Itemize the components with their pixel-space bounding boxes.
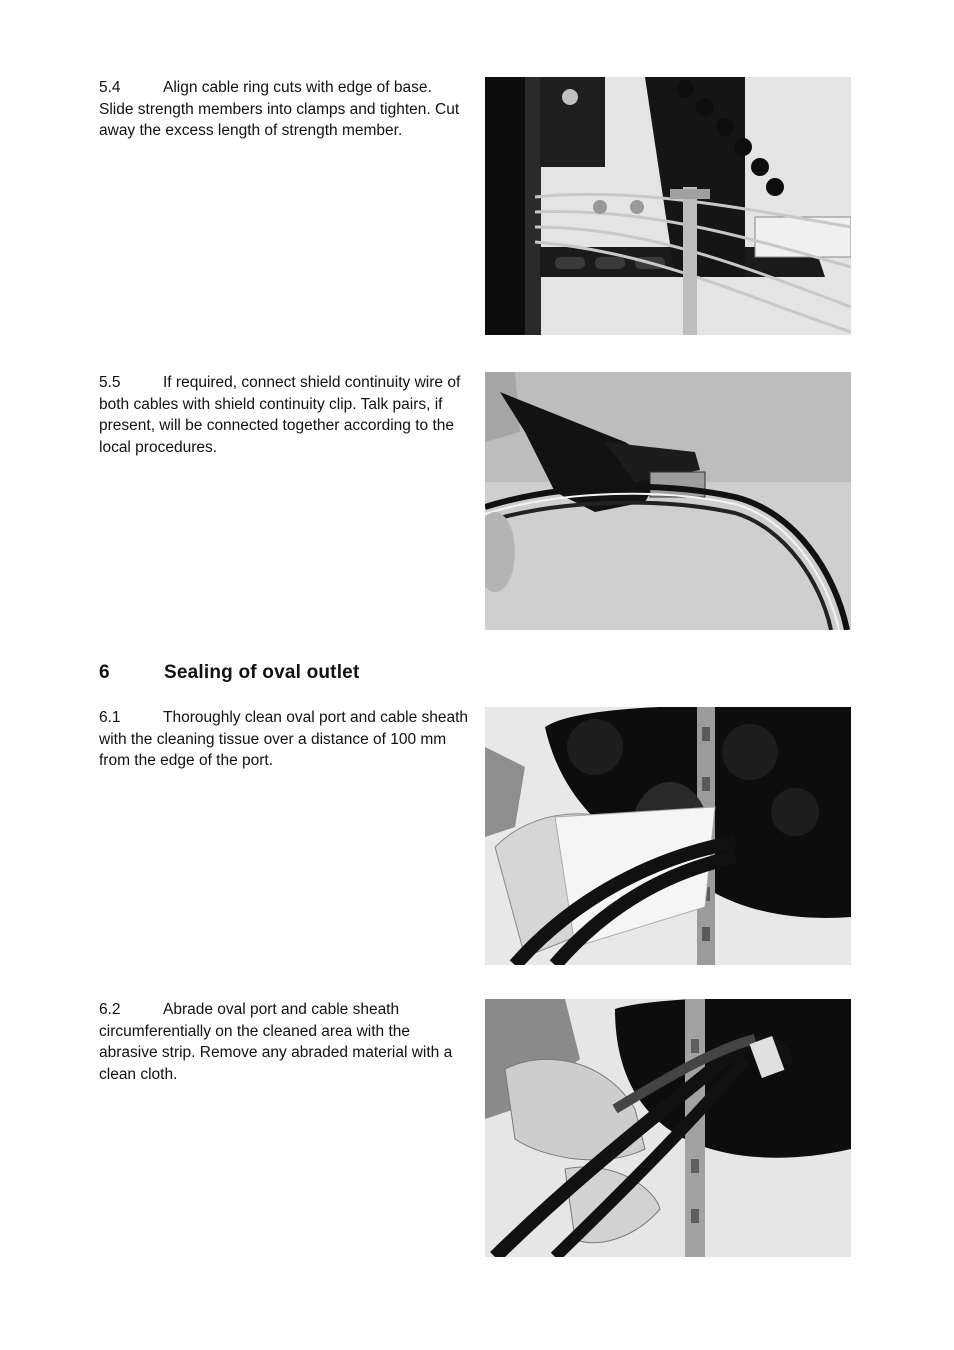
step-text-first-line: Abrade oval port and cable sheath (163, 1001, 400, 1018)
photo-strength-member-clamps (485, 77, 851, 335)
step-text-first-line: Align cable ring cuts with edge of base. (163, 79, 432, 96)
step-text-first-line: Thoroughly clean oval port and cable (163, 709, 418, 726)
section-title: Sealing of oval outlet (164, 662, 360, 683)
step-text: sheath with the cleaning tissue over a distance of 100 mm from the edge of the port. (99, 709, 469, 770)
step-number: 6.1 (99, 709, 121, 726)
step-6-1 (99, 707, 469, 772)
photo-cleaning-oval-port (485, 707, 851, 965)
step-number: 6.2 (99, 1001, 121, 1018)
photo-shield-continuity-clip (485, 372, 851, 630)
photo-abrading-cable-sheath (485, 999, 851, 1257)
step-number: 5.5 (99, 374, 121, 391)
step-text: circumferentially on the cleaned area with the abrasive strip. Remove any abraded material with a clean cloth. (99, 1022, 453, 1084)
step-5-5 (99, 372, 469, 459)
section-number: 6 (99, 662, 110, 683)
step-text-first-line: If required, connect shield continuity (163, 374, 411, 391)
step-5-4 (99, 77, 469, 142)
step-text: wire of both cables with shield continuity clip. Talk pairs, if present, will be connected together according to the local procedures. (99, 374, 461, 457)
step-number: 5.4 (99, 79, 121, 96)
step-6-2 (99, 999, 469, 1086)
section-heading (99, 662, 359, 684)
step-text: Slide strength members into clamps and tighten. Cut away the excess length of strength member. (99, 100, 460, 140)
